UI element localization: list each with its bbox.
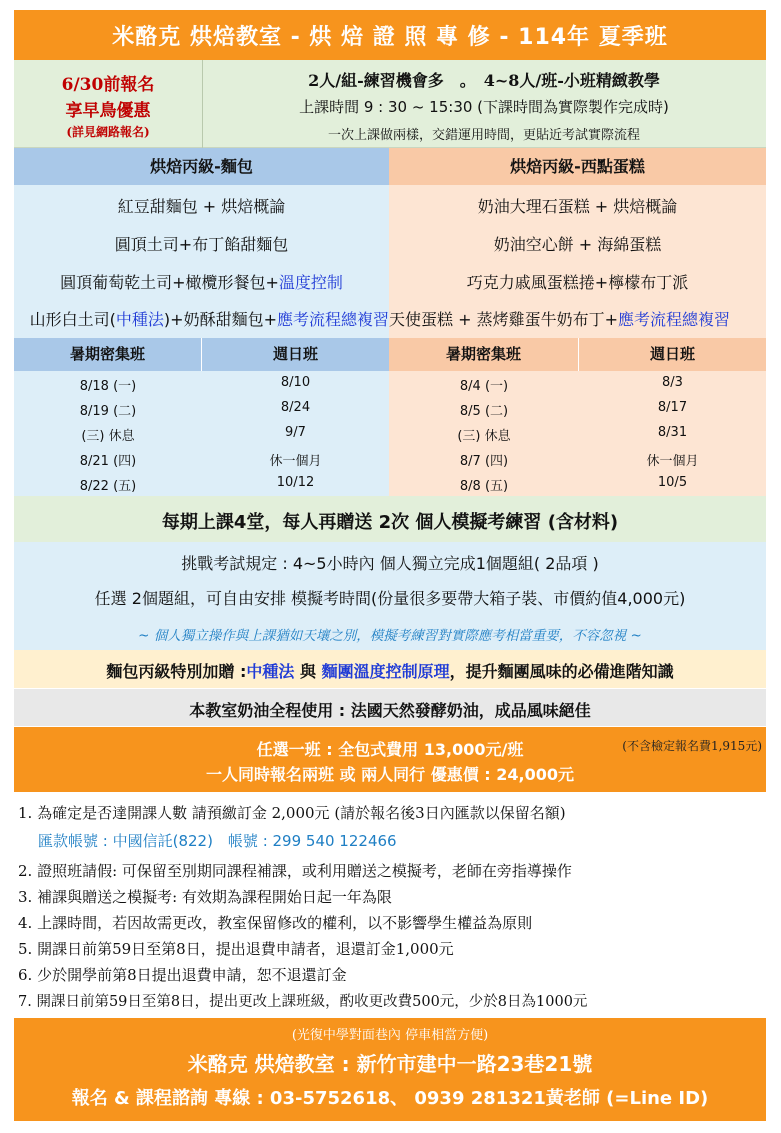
schedule-cell: (三) 休息 (81, 429, 135, 444)
schedule-cell: 休一個月 (646, 454, 699, 469)
note-1: 1. 為確定是否達開課人數 請預繳訂金 2,000元 (請於報名後3日內匯款以保留名額) (18, 804, 566, 822)
class-info-box (202, 60, 766, 148)
bread-item-3-highlight: 溫度控制 (278, 273, 343, 292)
bread-item-1: 紅豆甜麵包 + 烘焙概論 (117, 197, 286, 216)
footer-contact: 報名 & 課程諮詢 專線 : 03-5752618、 0939 281321黃老師 (=Line ID) (71, 1088, 709, 1109)
schedule-row (14, 371, 766, 396)
note-4: 4. 上課時間，若因故需更改，教室保留修改的權利，以不影響學生權益為原則 (18, 914, 533, 932)
note-5: 5. 開課日前第59日至第8日，提出退費申請者，退還訂金1,000元 (18, 940, 454, 958)
price-line-2: 一人同時報名兩班 或 兩人同行 優惠價 : 24,000元 (206, 765, 574, 784)
footer-address: 米酪克 烘焙教室 : 新竹市建中一路23巷21號 (187, 1052, 593, 1076)
special-suffix: ，提升麵團風味的必備進階知識 (449, 662, 674, 681)
schedule-row (14, 471, 766, 496)
bread-course-list (14, 185, 389, 338)
early-bird-discount: 享早鳥優惠 (65, 101, 151, 121)
page-title: 米酪克 烘焙教室 - 烘 焙 證 照 專 修 - 114年 夏季班 (112, 25, 668, 50)
class-time-info: 上課時間 9 : 30 ~ 15:30 (下課時間為實際製作完成時) (299, 98, 669, 116)
schedule-cell: 8/24 (280, 400, 311, 415)
bread-item-4 (14, 307, 389, 330)
cake-item-3: 巧克力戚風蛋糕捲+檸檬布丁派 (466, 273, 689, 292)
schedule-row (14, 396, 766, 421)
schedule-row (14, 446, 766, 471)
butter-bar (14, 688, 766, 726)
schedule-row (14, 421, 766, 446)
special-highlight-2: 麵團溫度控制原理 (321, 662, 450, 681)
flyer (14, 0, 766, 1133)
early-bird-box (14, 60, 203, 148)
bread-item-3-text: 圓頂葡萄乾土司+橄欖形餐包+ (60, 273, 279, 292)
bread-item-4-method: 中種法 (115, 310, 164, 329)
schedule-header-bread-sunday: 週日班 (202, 338, 389, 371)
class-size-info: 2人/組-練習機會多 。 4~8人/班-小班精緻教學 (308, 71, 660, 90)
exam-rule-1: 挑戰考試規定 : 4~5小時內 個人獨立完成1個題組( 2品項 ) (181, 554, 599, 573)
schedule-cell: 8/21 (四) (79, 454, 137, 469)
schedule-header-cake-intensive: 暑期密集班 (389, 338, 579, 371)
note-7: 7. 開課日前第59日至第8日，提出更改上課班級，酌收更改費500元，少於8日為1000元 (18, 994, 588, 1010)
note-3: 3. 補課與贈送之模擬考: 有效期為課程開始日起一年為限 (18, 888, 392, 906)
price-note: (不含檢定報名費1,915元) (622, 739, 762, 753)
schedule-cell: 8/18 (一) (79, 379, 137, 394)
cake-item-4-highlight: 應考流程總複習 (618, 310, 731, 329)
special-bonus-text (14, 659, 766, 682)
exam-rule-2: 任選 2個題組，可自由安排 模擬考時間(份量很多要帶大箱子裝、市價約值4,000元) (94, 589, 686, 608)
notes-section (14, 792, 766, 1018)
bread-item-2: 圓頂土司+布丁餡甜麵包 (114, 235, 289, 254)
bread-course-title: 烘焙丙級-麵包 (14, 148, 389, 185)
promo-section (14, 60, 766, 148)
bread-item-4-tail: )+奶酥甜麵包+ (163, 310, 277, 329)
cake-item-4-text: 天使蛋糕 + 蒸烤雞蛋牛奶布丁+ (389, 310, 618, 329)
special-highlight-1: 中種法 (246, 662, 295, 681)
schedule-cell: 8/22 (五) (79, 479, 137, 494)
schedule-header-cake-sunday: 週日班 (579, 338, 766, 371)
schedule-table (14, 338, 766, 496)
butter-text: 本教室奶油全程使用 : 法國天然發酵奶油，成品風味絕佳 (189, 701, 591, 720)
schedule-cell: 8/7 (四) (459, 454, 509, 469)
cake-item-1: 奶油大理石蛋糕 + 烘焙概論 (477, 197, 678, 216)
footer (14, 1018, 766, 1121)
bread-item-4-highlight: 應考流程總複習 (276, 310, 389, 329)
schedule-header-bread-intensive: 暑期密集班 (14, 338, 202, 371)
schedule-cell: 8/8 (五) (459, 479, 509, 494)
schedule-cell: 休一個月 (269, 454, 322, 469)
early-bird-deadline: 6/30前報名 (61, 75, 155, 95)
special-mid: 與 (294, 662, 322, 681)
schedule-cell: 8/4 (一) (459, 379, 509, 394)
special-bonus-bar (14, 650, 766, 688)
exam-rules (14, 542, 766, 650)
note-6: 6. 少於開學前第8日提出退費申請，恕不退還訂金 (18, 966, 347, 984)
schedule-cell: 8/17 (657, 400, 688, 415)
class-method-info: 一次上課做兩樣，交錯運用時間，更貼近考試實際流程 (327, 128, 640, 143)
course-headers (14, 148, 766, 185)
note-2: 2. 證照班請假: 可保留至別期同課程補課，或利用贈送之模擬考，老師在旁指導操作 (18, 862, 572, 880)
footer-parking-note: (光復中學對面巷內 停車相當方便) (291, 1028, 489, 1043)
header-bar (14, 10, 766, 60)
schedule-cell: (三) 休息 (457, 429, 511, 444)
schedule-cell: 10/5 (657, 475, 688, 490)
schedule-cell: 8/3 (662, 375, 683, 390)
exam-rule-3: ~ 個人獨立操作與上課猶如天壤之別，模擬考練習對實際應考相當重要，不容忽視 ~ (138, 628, 642, 644)
schedule-cell: 8/5 (二) (459, 404, 509, 419)
cake-item-2: 奶油空心餅 + 海綿蛋糕 (493, 235, 662, 254)
cake-item-4 (389, 307, 766, 330)
price-bar (14, 727, 766, 792)
cake-course-title: 烘焙丙級-西點蛋糕 (389, 148, 766, 185)
bread-item-4-text: 山形白土司( (29, 310, 116, 329)
bonus-bar (14, 496, 766, 542)
bread-item-3 (14, 270, 389, 293)
schedule-cell: 8/31 (657, 425, 688, 440)
cake-course-list (389, 185, 766, 338)
schedule-cell: 8/19 (二) (79, 404, 137, 419)
schedule-cell: 8/10 (280, 375, 311, 390)
price-line-1: 任選一班 : 全包式費用 13,000元/班 (256, 740, 524, 759)
schedule-cell: 10/12 (276, 475, 315, 490)
schedule-cell: 9/7 (285, 425, 306, 440)
special-prefix: 麵包丙級特別加贈 : (106, 662, 247, 681)
bank-account: 匯款帳號 : 中國信託(822) 帳號 : 299 540 122466 (38, 832, 397, 850)
early-bird-note: (詳見網路報名) (66, 125, 150, 139)
bonus-text: 每期上課4堂，每人再贈送 2次 個人模擬考練習 (含材料) (161, 512, 619, 533)
course-items (14, 185, 766, 338)
